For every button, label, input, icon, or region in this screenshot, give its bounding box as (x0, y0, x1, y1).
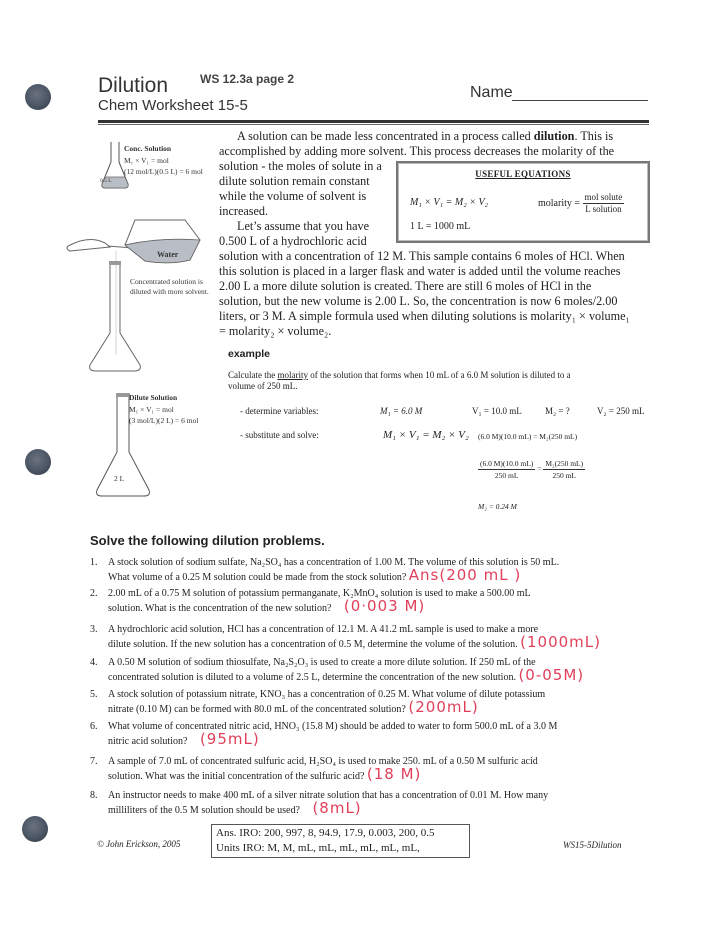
answer-key-values: Ans. IRO: 200, 997, 8, 94.9, 17.9, 0.003, 200, 0.5 (216, 827, 435, 839)
example-title: example (228, 348, 271, 360)
example-formula: M₁ × V₁ = M₂ × V₂ (383, 429, 469, 441)
intro-full-2: this solution is placed in a larger flask and water is added until the volume reaches (219, 264, 621, 278)
var-v2: V₂ = 250 mL (597, 406, 645, 416)
header-rule (98, 120, 649, 123)
answer-6[interactable]: (95mL) (199, 730, 260, 748)
header-rule-thin (98, 124, 649, 125)
dilute-solution-line1: M₁ × V₁ = mol (129, 405, 174, 414)
conc-solution-line1: M₁ × V₁ = mol (124, 156, 169, 165)
molarity-equation: molarity = $\frac{\text{mol solute}}{\text{L solution}}$ (538, 192, 623, 214)
answer-4[interactable]: (0-05M) (518, 666, 585, 684)
step-solve-label: - substitute and solve: (240, 430, 319, 440)
example-result: M₂ = 0.24 M (478, 502, 517, 511)
intro-wrap-2: dilute solution remain constant (219, 174, 370, 188)
conc-flask-label: 0.5 L (100, 178, 112, 184)
answer-2[interactable]: (0·003 M) (343, 597, 426, 615)
dilute-solution-line2: (3 mol/L)(2 L) = 6 mol (129, 416, 199, 425)
example-prompt: Calculate the molarity of the solution that forms when 10 mL of a 6.0 M solution is diluted to a volume of 250 mL. (228, 370, 571, 391)
var-v1: V₁ = 10.0 mL (472, 406, 522, 416)
intro-wrap-4: increased. (219, 204, 269, 218)
useful-equations-box (396, 161, 650, 243)
hole-punch-top (25, 84, 51, 110)
var-m2: M₂ = ? (545, 406, 570, 416)
intro-line2: accomplished by adding more solvent. This process decreases the molarity of the (219, 144, 615, 158)
intro-line1: A solution can be made less concentrated in a process called dilution. This is (237, 129, 614, 143)
intro-full-1: solution with a concentration of 12 M. This sample contains 6 moles of HCl. When (219, 249, 625, 263)
intro-wrap-6: 0.500 L of a hydrochloric acid (219, 234, 367, 248)
intro-wrap-1: solution - the moles of solute in a (219, 159, 382, 173)
step-determine-label: - determine variables: (240, 406, 319, 416)
document-code: WS15-5Dilution (563, 840, 622, 850)
dilute-flask-label: 2 L (114, 474, 125, 483)
worksheet-label: WS 12.3a page 2 (200, 72, 295, 86)
answer-key-box (211, 824, 470, 858)
dilute-solution-title: Dilute Solution (129, 393, 178, 402)
conc-solution-title: Conc. Solution (124, 144, 172, 153)
example-fraction: $\frac{(6.0 M)(10.0 mL)}{250 mL}$ = $\frac{\text{M₂(250 mL)}}{250 mL}$ (480, 459, 584, 480)
answer-8[interactable]: (8mL) (312, 799, 362, 817)
answer-5[interactable]: (200mL) (408, 698, 479, 716)
intro-full-6: = molarity₂ × volume₂. (219, 324, 332, 338)
intro-full-3: 2.00 L a more dilute solution is created. There are still 6 moles of HCl in the (219, 279, 592, 293)
name-field[interactable] (512, 100, 648, 101)
water-label: Water (157, 250, 179, 259)
intro-wrap-5: Let’s assume that you have (237, 219, 369, 233)
hole-punch-bottom (22, 816, 48, 842)
dilution-caption: Concentrated solution is diluted with more solvent. (130, 277, 209, 296)
problems-title: Solve the following dilution problems. (90, 533, 325, 548)
answer-7[interactable]: (18 M) (366, 765, 422, 783)
page-subtitle: Chem Worksheet 15-5 (98, 97, 248, 114)
answer-key-units: Units IRO: M, M, mL, mL, mL, mL, mL, mL, (216, 842, 420, 854)
intro-wrap-3: while the volume of solvent is (219, 189, 367, 203)
page-title: Dilution (98, 74, 169, 97)
copyright: © John Erickson, 2005 (97, 839, 181, 849)
answer-3[interactable]: (1000mL) (520, 633, 601, 651)
liter-conversion: 1 L = 1000 mL (410, 221, 471, 232)
conc-solution-line2: (12 mol/L)(0.5 L) = 6 mol (124, 167, 203, 176)
name-label: Name (470, 84, 513, 101)
useful-equations-title: USEFUL EQUATIONS (475, 169, 571, 179)
var-m1: M₁ = 6.0 M (380, 406, 423, 416)
example-substituted: (6.0 M)(10.0 mL) = M₂(250 mL) (478, 432, 578, 441)
molarity-fraction: $\frac{\text{mol solute}}{\text{L solution}}$ (584, 192, 623, 214)
intro-full-5: liters, or 3 M. A simple formula used when diluting solutions is molarity₁ × volume₁ (219, 309, 630, 323)
dilution-equation: M₁ × V₁ = M₂ × V₂ (410, 197, 489, 208)
intro-full-4: solution, but the new volume is 2.00 L. So, the concentration is now 6 moles/2.00 (219, 294, 618, 308)
answer-1[interactable]: Ans(200 mL ) (408, 566, 522, 584)
hole-punch-middle (25, 449, 51, 475)
